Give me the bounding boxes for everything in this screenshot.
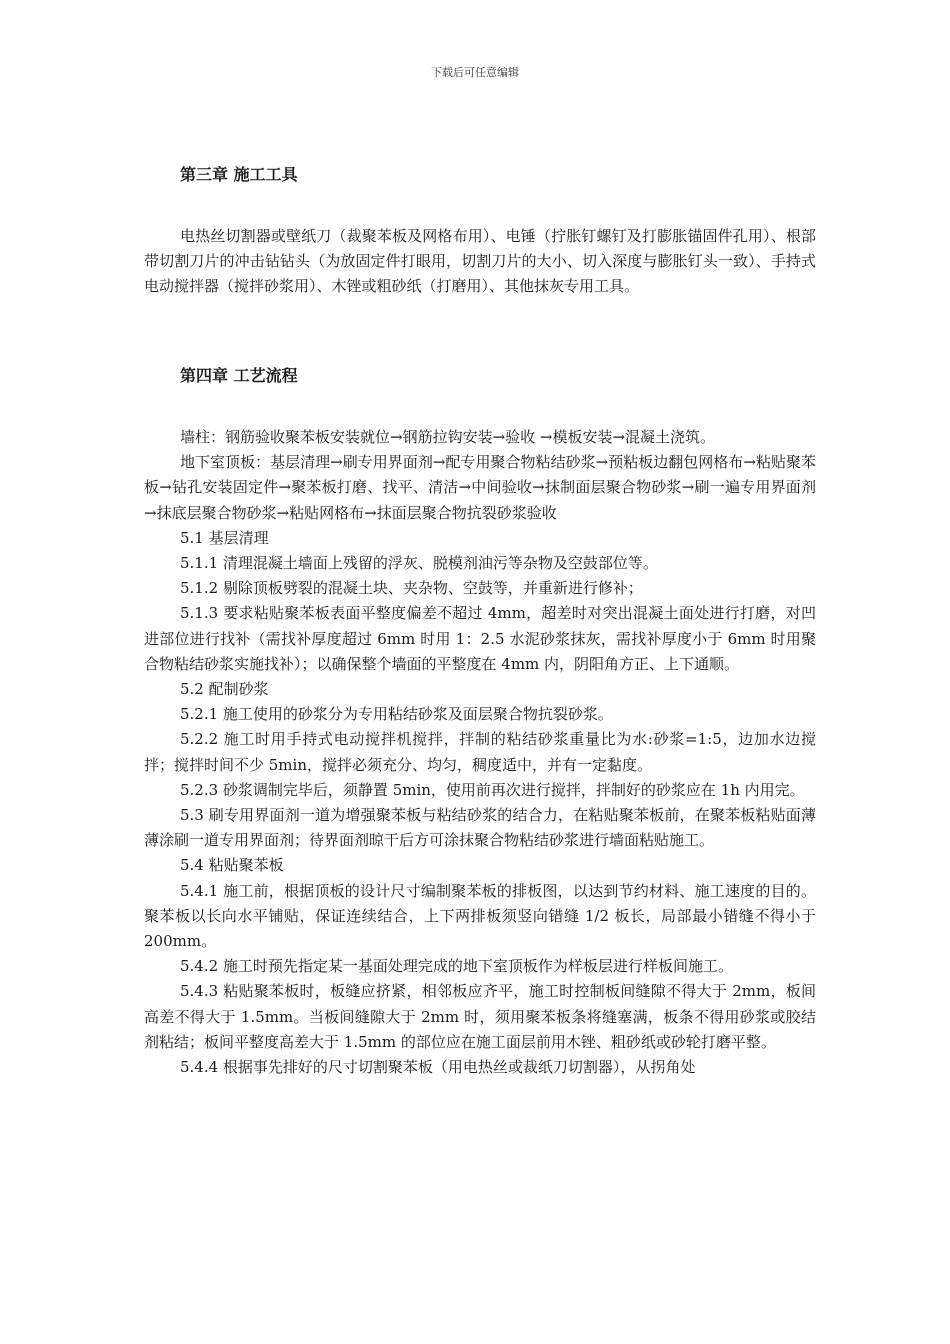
paragraph: 5.4.4 根据事先排好的尺寸切割聚苯板（用电热丝或裁纸刀切割器），从拐角处 bbox=[180, 1058, 696, 1077]
chapter-3-body bbox=[144, 224, 816, 300]
paragraph: 5.1.1 清理混凝土墙面上残留的浮灰、脱模剂油污等杂物及空鼓部位等。 bbox=[180, 554, 658, 573]
paragraph: 墙柱：钢筋验收聚苯板安装就位→钢筋拉钩安装→验收 →模板安装→混凝土浇筑。 bbox=[180, 428, 716, 446]
paragraph: 5.2.2 施工时用手持式电动搅拌机搅拌，拌制的粘结砂浆重量比为水:砂浆=1:5，边加水边搅拌；搅拌时间不少 5min，搅拌必须充分、均匀，稠度适中，并有一定黏度。 bbox=[144, 730, 816, 774]
paragraph: 5.1.3 要求粘贴聚苯板表面平整度偏差不超过 4mm，超差时对突出混凝土面处进行打磨，对凹进部位进行找补（需找补厚度超过 6mm 时用 1：2.5 水泥砂浆抹灰，需找补厚度小于 6mm 时用聚合物粘结砂浆实施找补）；以确保整个墙面的平整度在 4mm 内，阴阳角方正、上下通顺。 bbox=[144, 604, 816, 673]
header-note: 下载后可任意编辑 bbox=[431, 66, 519, 79]
tools-paragraph: 电热丝切割器或壁纸刀（裁聚苯板及网格布用）、电锤（拧胀钉螺钉及打膨胀锚固件孔用）、根部带切割刀片的冲击钻钻头（为放固定件打眼用，切割刀片的大小、切入深度与膨胀钉头一致）、手持式电动搅拌器（搅拌砂浆用）、木锉或粗砂纸（打磨用）、其他抹灰专用工具。 bbox=[144, 227, 816, 296]
paragraph: 5.4.3 粘贴聚苯板时，板缝应挤紧，相邻板应齐平，施工时控制板间缝隙不得大于 2mm，板间高差不得大于 1.5mm。当板间缝隙大于 2mm 时，须用聚苯板条将缝塞满，板条不得用砂浆或胶结剂粘结；板间平整度高差大于 1.5mm 的部位应在施工面层前用木锉、粗砂纸或砂轮打磨平整。 bbox=[144, 982, 816, 1051]
chapter-4-body bbox=[144, 425, 816, 1080]
paragraph: 5.3 刷专用界面剂一道为增强聚苯板与粘结砂浆的结合力，在粘贴聚苯板前，在聚苯板粘贴面薄薄涂刷一道专用界面剂；待界面剂晾干后方可涂抹聚合物粘结砂浆进行墙面粘贴施工。 bbox=[144, 806, 816, 850]
chapter-3-section bbox=[144, 163, 816, 187]
paragraph: 5.4.1 施工前，根据顶板的设计尺寸编制聚苯板的排板图，以达到节约材料、施工速度的目的。聚苯板以长向水平铺贴，保证连续结合，上下两排板须竖向错缝 1/2 板长，局部最小错缝不得小于 200mm。 bbox=[144, 881, 816, 951]
paragraph: 5.4.2 施工时预先指定某一基面处理完成的地下室顶板作为样板层进行样板间施工。 bbox=[180, 957, 733, 976]
paragraph: 5.2.1 施工使用的砂浆分为专用粘结砂浆及面层聚合物抗裂砂浆。 bbox=[180, 705, 613, 724]
paragraph: 5.1.2 剔除顶板劈裂的混凝土块、夹杂物、空鼓等，并重新进行修补； bbox=[180, 579, 643, 598]
paragraph: 地下室顶板：基层清理→刷专用界面剂→配专用聚合物粘结砂浆→预粘板边翻包网格布→粘贴聚苯板→钻孔安装固定件→聚苯板打磨、找平、清洁→中间验收→抹制面层聚合物砂浆→刷一遍专用界面剂→抹底层聚合物砂浆→粘贴网格布→抹面层聚合物抗裂砂浆验收 bbox=[144, 453, 816, 522]
section-heading: 5.2 配制砂浆 bbox=[180, 680, 269, 699]
chapter-title: 第三章 施工工具 bbox=[180, 165, 298, 184]
section-heading: 5.4 粘贴聚苯板 bbox=[180, 856, 284, 875]
section-heading: 5.1 基层清理 bbox=[180, 528, 269, 547]
chapter-4-section bbox=[144, 364, 816, 388]
paragraph: 5.2.3 砂浆调制完毕后，须静置 5min，使用前再次进行搅拌，拌制好的砂浆应在 1h 内用完。 bbox=[180, 780, 805, 799]
chapter-title: 第四章 工艺流程 bbox=[180, 366, 298, 385]
